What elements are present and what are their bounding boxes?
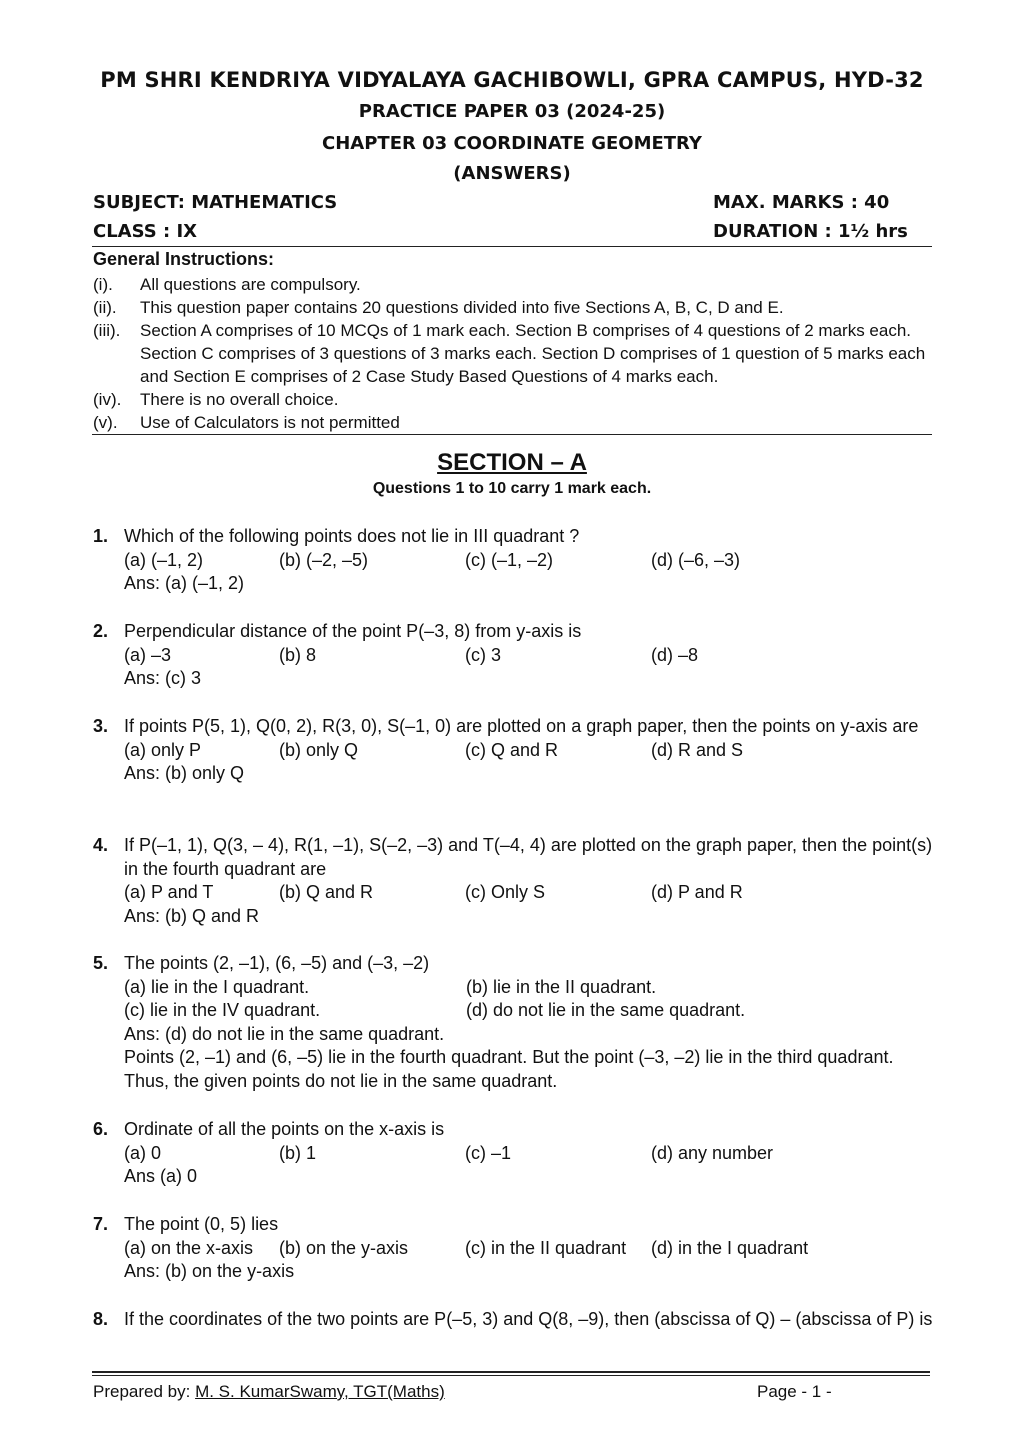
options-row [124,739,933,763]
question-number: 6. [93,1119,109,1139]
prepared-label: Prepared by: [93,1382,191,1401]
instructions-title: General Instructions: [93,249,275,269]
option-c: (c) 3 [465,644,501,665]
instruction-text: Section A comprises of 10 MCQs of 1 mark each. Section B comprises of 4 questions of 2 marks each. Section C comprises of 3 questions of 3 marks each. Section D comprises of 1 question of 5 marks each and Section E comprises of 2 Case Study Based Questions of 4 marks each. [140,321,926,386]
instruction-item [93,273,935,296]
instruction-item [93,296,935,319]
answer-text: Ans: (c) 3 [124,668,202,688]
school-name: PM SHRI KENDRIYA VIDYALAYA GACHIBOWLI, GPRA CAMPUS, HYD-32 [100,68,924,92]
option-d: (d) –8 [651,644,699,665]
option-c: (c) Q and R [465,739,559,760]
instructions-divider [92,434,932,435]
question-number: 2. [93,621,109,641]
instruction-text: There is no overall choice. [140,390,339,409]
question-item [93,834,933,928]
duration-label: DURATION : 1½ hrs [713,221,908,242]
question-text: If the coordinates of the two points are P(–5, 3) and Q(8, –9), then (abscissa of Q) – (abscissa of P) is [124,1309,933,1329]
section-title-text: SECTION – A [437,449,587,476]
option-a: (a) lie in the I quadrant. [124,976,310,997]
header-divider [92,246,932,247]
option-c: (c) in the II quadrant [465,1237,627,1258]
question-item [93,952,933,1093]
option-d: (d) P and R [651,882,743,902]
instruction-number: (ii). [93,298,117,317]
question-text: Ordinate of all the points on the x-axis is [124,1119,445,1139]
question-number: 7. [93,1214,109,1234]
question-item [93,1308,933,1332]
answer-text: Ans (a) 0 [124,1166,198,1186]
question-text: Perpendicular distance of the point P(–3, 8) from y-axis is [124,621,582,641]
class-label: CLASS : IX [93,221,198,242]
question-text: If points P(5, 1), Q(0, 2), R(3, 0), S(–1, 0) are plotted on a graph paper, then the points on y-axis are [124,716,919,736]
question-number: 3. [93,716,109,736]
option-a: (a) 0 [124,1142,162,1163]
options-row [124,644,933,668]
question-text: Which of the following points does not lie in III quadrant ? [124,526,580,546]
option-c: (c) Only S [465,882,546,902]
question-number: 4. [93,835,109,855]
instruction-number: (iv). [93,390,122,409]
footer-prepared-by [93,1382,445,1402]
question-item [93,715,933,786]
chapter-title: CHAPTER 03 COORDINATE GEOMETRY [322,133,702,154]
question-item [93,1213,933,1284]
option-b: (b) 8 [279,644,317,665]
option-a: (a) only P [124,739,202,760]
question-number: 5. [93,953,109,973]
section-title [0,449,1024,477]
instruction-number: (v). [93,413,118,432]
option-b: (b) Q and R [279,882,374,902]
options-row [124,999,933,1023]
question-number: 1. [93,526,109,546]
question-item [93,525,933,596]
question-item [93,1118,933,1189]
option-d: (d) in the I quadrant [651,1237,809,1258]
option-a: (a) P and T [124,882,214,902]
option-b: (b) only Q [279,739,359,760]
answer-text: Ans: (a) (–1, 2) [124,573,245,593]
instruction-text: Use of Calculators is not permitted [140,413,400,432]
instruction-item [93,319,935,388]
question-item [93,620,933,691]
options-row [124,1142,933,1166]
option-b: (b) on the y-axis [279,1237,409,1258]
author-name: M. S. KumarSwamy, TGT(Maths) [195,1382,445,1401]
option-a: (a) –3 [124,644,172,665]
option-c: (c) –1 [465,1142,512,1163]
answer-explanation: Points (2, –1) and (6, –5) lie in the fourth quadrant. But the point (–3, –2) lie in the third quadrant. Thus, the given points do not lie in the same quadrant. [124,1047,894,1091]
paper-title: PRACTICE PAPER 03 (2024-25) [358,101,666,122]
options-row [124,549,933,573]
option-c: (c) (–1, –2) [465,549,554,570]
option-a: (a) on the x-axis [124,1237,254,1258]
options-row [124,881,933,905]
question-number: 8. [93,1309,109,1329]
options-row [124,1237,933,1261]
option-b: (b) lie in the II quadrant. [466,976,657,997]
question-text: The point (0, 5) lies [124,1214,279,1234]
option-a: (a) (–1, 2) [124,549,204,570]
answer-text: Ans: (b) Q and R [124,905,260,926]
instruction-text: This question paper contains 20 questions divided into five Sections A, B, C, D and E. [140,298,784,317]
option-b: (b) 1 [279,1142,317,1163]
answers-label: (ANSWERS) [453,163,571,184]
question-text: The points (2, –1), (6, –5) and (–3, –2) [124,953,430,973]
page-number: Page - 1 - [757,1382,832,1401]
answer-text: Ans: (b) only Q [124,763,245,783]
option-b: (b) (–2, –5) [279,549,369,570]
instruction-number: (i). [93,275,113,294]
instruction-item [93,411,935,434]
max-marks-label: MAX. MARKS : 40 [713,192,890,213]
instruction-number: (iii). [93,321,121,340]
option-d: (d) (–6, –3) [651,549,741,570]
option-d: (d) do not lie in the same quadrant. [466,1000,746,1020]
answer-text: Ans: (d) do not lie in the same quadrant. [124,1023,445,1044]
option-d: (d) R and S [651,739,744,760]
option-c: (c) lie in the IV quadrant. [124,1000,321,1020]
options-row [124,976,933,1000]
section-subtitle: Questions 1 to 10 carry 1 mark each. [372,480,652,497]
footer-divider [92,1371,930,1373]
instruction-item [93,388,935,411]
footer-divider-thin [92,1375,930,1376]
option-d: (d) any number [651,1142,774,1163]
answer-text: Ans: (b) on the y-axis [124,1261,295,1281]
instruction-text: All questions are compulsory. [140,275,361,294]
subject-label: SUBJECT: MATHEMATICS [93,192,338,213]
question-text: If P(–1, 1), Q(3, – 4), R(1, –1), S(–2, –3) and T(–4, 4) are plotted on the graph paper, then the point(s) in the fourth quadrant are [124,835,933,879]
